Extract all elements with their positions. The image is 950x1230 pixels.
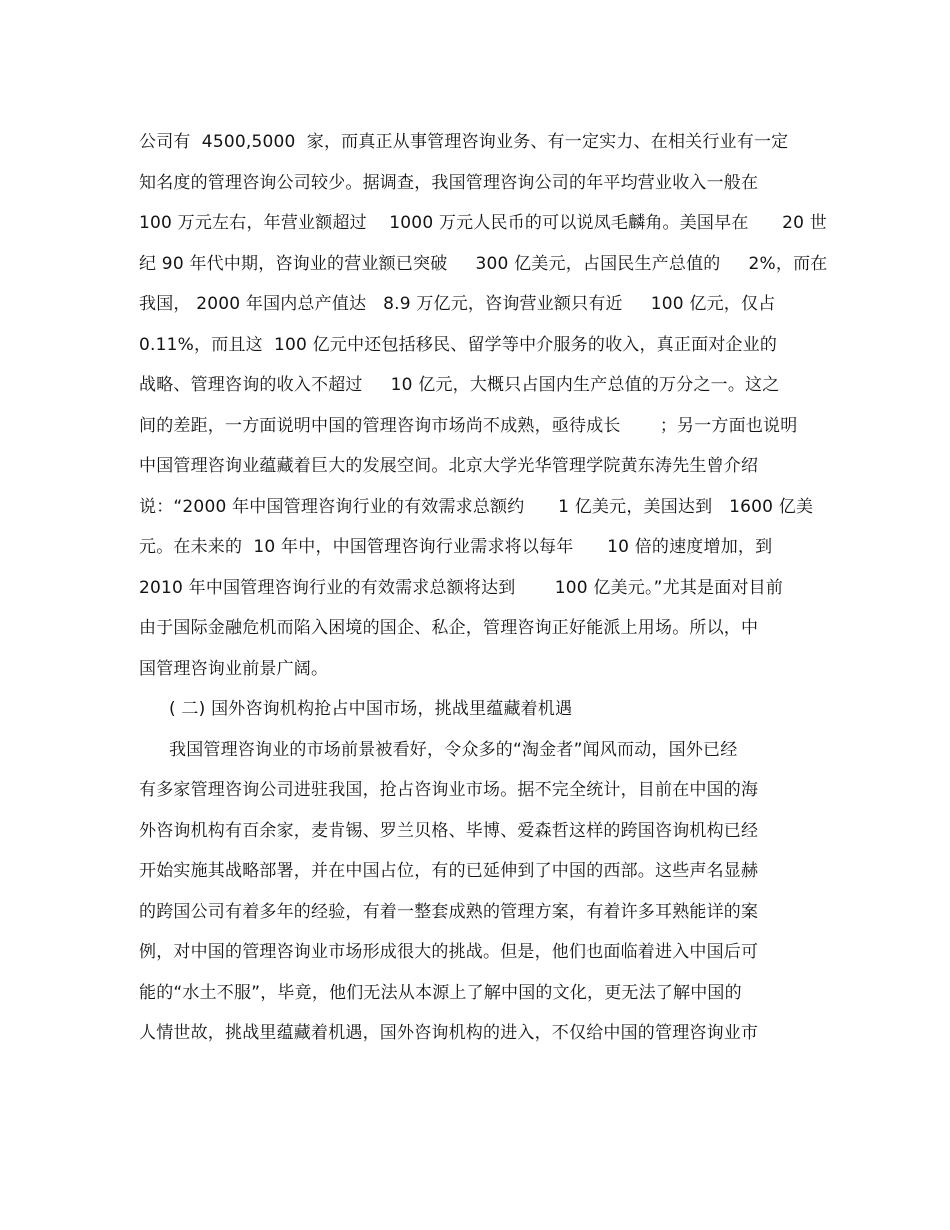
text-line: 元。在未来的 10 年中，中国管理咨询行业需求将以每年 10 倍的速度增加，到 — [139, 537, 773, 557]
text-line: 例，对中国的管理咨询业市场形成很大的挑战。但是，他们也面临着进入中国后可 — [139, 942, 759, 962]
text-line: 战略、管理咨询的收入不超过 10 亿元，大概只占国内生产总值的万分之一。这之 — [139, 375, 780, 395]
text-line: 纪 90 年代中期，咨询业的营业额已突破 300 亿美元，占国民生产总值的 2%，而在 — [139, 253, 828, 274]
text-line: 国管理咨询业前景广阔。 — [139, 658, 329, 679]
text-line: 说：“2000 年中国管理咨询行业的有效需求总额约 1 亿美元，美国达到 1600 亿美 — [139, 496, 814, 517]
text-line: 间的差距，一方面说明中国的管理咨询市场尚不成熟，亟待成长 ；另一方面也说明 — [139, 415, 798, 436]
text-line: 由于国际金融危机而陷入困境的国企、私企，管理咨询正好能派上用场。所以，中 — [139, 618, 759, 638]
text-line: 开始实施其战略部署，并在中国占位，有的已延伸到了中国的西部。这些声名显赫 — [139, 861, 759, 881]
text-line: 有多家管理咨询公司进驻我国，抢占咨询业市场。据不完全统计，目前在中国的海 — [139, 780, 759, 800]
text-line: 我国管理咨询业的市场前景被看好，令众多的“淘金者”闻风而动，国外已经 — [169, 739, 738, 760]
text-line: 知名度的管理咨询公司较少。据调查，我国管理咨询公司的年平均营业收入一般在 — [139, 172, 759, 193]
text-line: 中国管理咨询业蕴藏着巨大的发展空间。北京大学光华管理学院黄东涛先生曾介绍 — [139, 456, 759, 476]
text-line: 公司有 4500,5000 家，而真正从事管理咨询业务、有一定实力、在相关行业有一定 — [139, 132, 789, 152]
text-line: 2010 年中国管理咨询行业的有效需求总额将达到 100 亿美元。”尤其是面对目前 — [139, 577, 784, 598]
document-body — [139, 128, 828, 1060]
text-line: 100 万元左右，年营业额超过 1000 万元人民币的可以说凤毛麟角。美国早在 20 世 — [139, 213, 827, 233]
text-line: 0.11%，而且这 100 亿元中还包括移民、留学等中介服务的收入，真正面对企业的 — [139, 334, 778, 355]
section-heading: ( 二) 国外咨询机构抢占中国市场，挑战里蕴藏着机遇 — [169, 699, 573, 719]
text-line: 人情世故，挑战里蕴藏着机遇，国外咨询机构的进入，不仅给中国的管理咨询业市 — [139, 1023, 759, 1043]
text-line: 我国， 2000 年国内总产值达 8.9 万亿元，咨询营业额只有近 100 亿元，仅占 — [139, 294, 776, 314]
text-line: 外咨询机构有百余家，麦肯锡、罗兰贝格、毕博、爱森哲这样的跨国咨询机构已经 — [139, 820, 759, 841]
text-line: 能的“水土不服”，毕竟，他们无法从本源上了解中国的文化，更无法了解中国的 — [139, 982, 742, 1003]
text-line: 的跨国公司有着多年的经验，有着一整套成熟的管理方案，有着许多耳熟能详的案 — [139, 901, 759, 922]
